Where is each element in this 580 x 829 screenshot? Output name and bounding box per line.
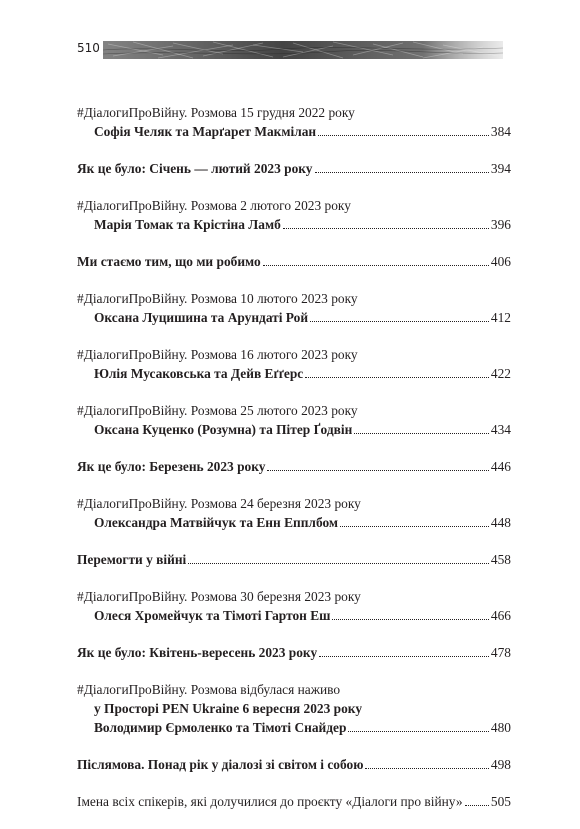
toc-entry-title: Юлія Мусаковська та Дейв Еґґерс [94, 366, 304, 381]
toc-entry[interactable] [77, 401, 511, 439]
toc-entry-line [77, 718, 511, 737]
toc-entry-line [77, 792, 511, 811]
toc-entry-page-number: 412 [490, 310, 511, 325]
toc-entry-title: Як це було: Березень 2023 року [77, 459, 266, 474]
dot-leader [305, 373, 489, 378]
toc-entry-line [77, 606, 511, 625]
toc-entry[interactable] [77, 457, 511, 476]
toc-entry-page-number: 498 [490, 757, 511, 772]
toc-entry-line [77, 308, 511, 327]
dot-leader [310, 317, 489, 322]
toc-entry-prefix: #ДіалогиПроВійну. Розмова 10 лютого 2023 року [77, 291, 358, 306]
toc-entry[interactable] [77, 159, 511, 178]
toc-entry[interactable] [77, 196, 511, 234]
toc-entry-page-number: 446 [490, 459, 511, 474]
toc-entry-title: Як це було: Січень — лютий 2023 року [77, 161, 313, 176]
toc-entry-line [77, 550, 511, 569]
toc-entry-title: Оксана Куценко (Розумна) та Пітер Ґодвін [94, 422, 353, 437]
toc-entry-title: Олеся Хромейчук та Тімоті Гартон Еш [94, 608, 331, 623]
toc-entry-title: Ми стаємо тим, що ми робимо [77, 254, 261, 269]
toc-entry-page-number: 466 [490, 608, 511, 623]
toc-entry-title: Перемогти у війні [77, 552, 187, 567]
toc-entry-line [77, 252, 511, 271]
toc-entry-line [77, 420, 511, 439]
toc-entry-prefix: #ДіалогиПроВійну. Розмова 25 лютого 2023 року [77, 403, 358, 418]
dot-leader [332, 615, 488, 620]
toc-entry[interactable] [77, 494, 511, 532]
toc-entry[interactable] [77, 643, 511, 662]
toc-entry-prefix: #ДіалогиПроВійну. Розмова 30 березня 2023 року [77, 589, 361, 604]
toc-entry-line [77, 643, 511, 662]
toc-entry-line [77, 159, 511, 178]
toc-entry[interactable] [77, 755, 511, 774]
toc-entry-title: Олександра Матвійчук та Енн Епплбом [94, 515, 339, 530]
toc-entry-line [77, 364, 511, 383]
toc-entry-prefix: #ДіалогиПроВійну. Розмова 2 лютого 2023 року [77, 198, 351, 213]
header-decorative-band [103, 40, 503, 60]
toc-entry-page-number: 480 [490, 720, 511, 735]
dot-leader [365, 764, 488, 769]
toc-entry-title: Як це було: Квітень-вересень 2023 року [77, 645, 318, 660]
dot-leader [318, 131, 489, 136]
toc-entry-page-number: 505 [490, 794, 511, 809]
page-number: 510 [77, 41, 100, 55]
toc-entry[interactable] [77, 252, 511, 271]
toc-entry[interactable] [77, 587, 511, 625]
toc-entry[interactable] [77, 289, 511, 327]
toc-entry-page-number: 394 [490, 161, 511, 176]
toc-entry-line [77, 457, 511, 476]
dot-leader [354, 429, 489, 434]
toc-entry-page-number: 384 [490, 124, 511, 139]
toc-entry-page-number: 406 [490, 254, 511, 269]
toc-entry-page-number: 396 [490, 217, 511, 232]
toc-entry-page-number: 434 [490, 422, 511, 437]
toc-entry-title: Марія Томак та Крістіна Ламб [94, 217, 281, 232]
toc-entry[interactable] [77, 345, 511, 383]
dot-leader [263, 261, 489, 266]
dot-leader [267, 466, 488, 471]
dot-leader [319, 652, 489, 657]
toc-entry-title: Володимир Єрмоленко та Тімоті Снайдер [94, 720, 347, 735]
toc-entry[interactable] [77, 680, 511, 737]
dot-leader [340, 522, 489, 527]
toc-entry[interactable] [77, 550, 511, 569]
dot-leader [315, 168, 489, 173]
toc-entry-prefix: #ДіалогиПроВійну. Розмова 24 березня 2023 року [77, 496, 361, 511]
toc-entry-title: Софія Челяк та Марґарет Макмілан [94, 124, 317, 139]
toc-entry[interactable] [77, 792, 511, 811]
toc-entry-line [77, 513, 511, 532]
toc-entry-title: Післямова. Понад рік у діалозі зі світом і собою [77, 757, 364, 772]
dot-leader [465, 801, 489, 806]
toc-entry-prefix: #ДіалогиПроВійну. Розмова 16 лютого 2023 року [77, 347, 358, 362]
toc-entry-prefix-line2: у Просторі PEN Ukraine 6 вересня 2023 року [94, 701, 363, 716]
dot-leader [188, 559, 489, 564]
toc-entry-page-number: 422 [490, 366, 511, 381]
toc-entry-page-number: 478 [490, 645, 511, 660]
toc-entry-title: Імена всіх спікерів, які долучилися до проєкту «Діалоги про війну» [77, 794, 463, 809]
toc-entry-page-number: 458 [490, 552, 511, 567]
toc-entry-page-number: 448 [490, 515, 511, 530]
toc-entry[interactable] [77, 103, 511, 141]
toc-entry-prefix: #ДіалогиПроВійну. Розмова відбулася наживо [77, 682, 341, 697]
toc-entry-line [77, 755, 511, 774]
toc-entry-line [77, 122, 511, 141]
table-of-contents [77, 103, 511, 829]
toc-entry-prefix: #ДіалогиПроВійну. Розмова 15 грудня 2022 року [77, 105, 355, 120]
toc-entry-title: Оксана Луцишина та Арундаті Рой [94, 310, 309, 325]
toc-entry-line [77, 215, 511, 234]
dot-leader [348, 727, 488, 732]
dot-leader [283, 224, 489, 229]
